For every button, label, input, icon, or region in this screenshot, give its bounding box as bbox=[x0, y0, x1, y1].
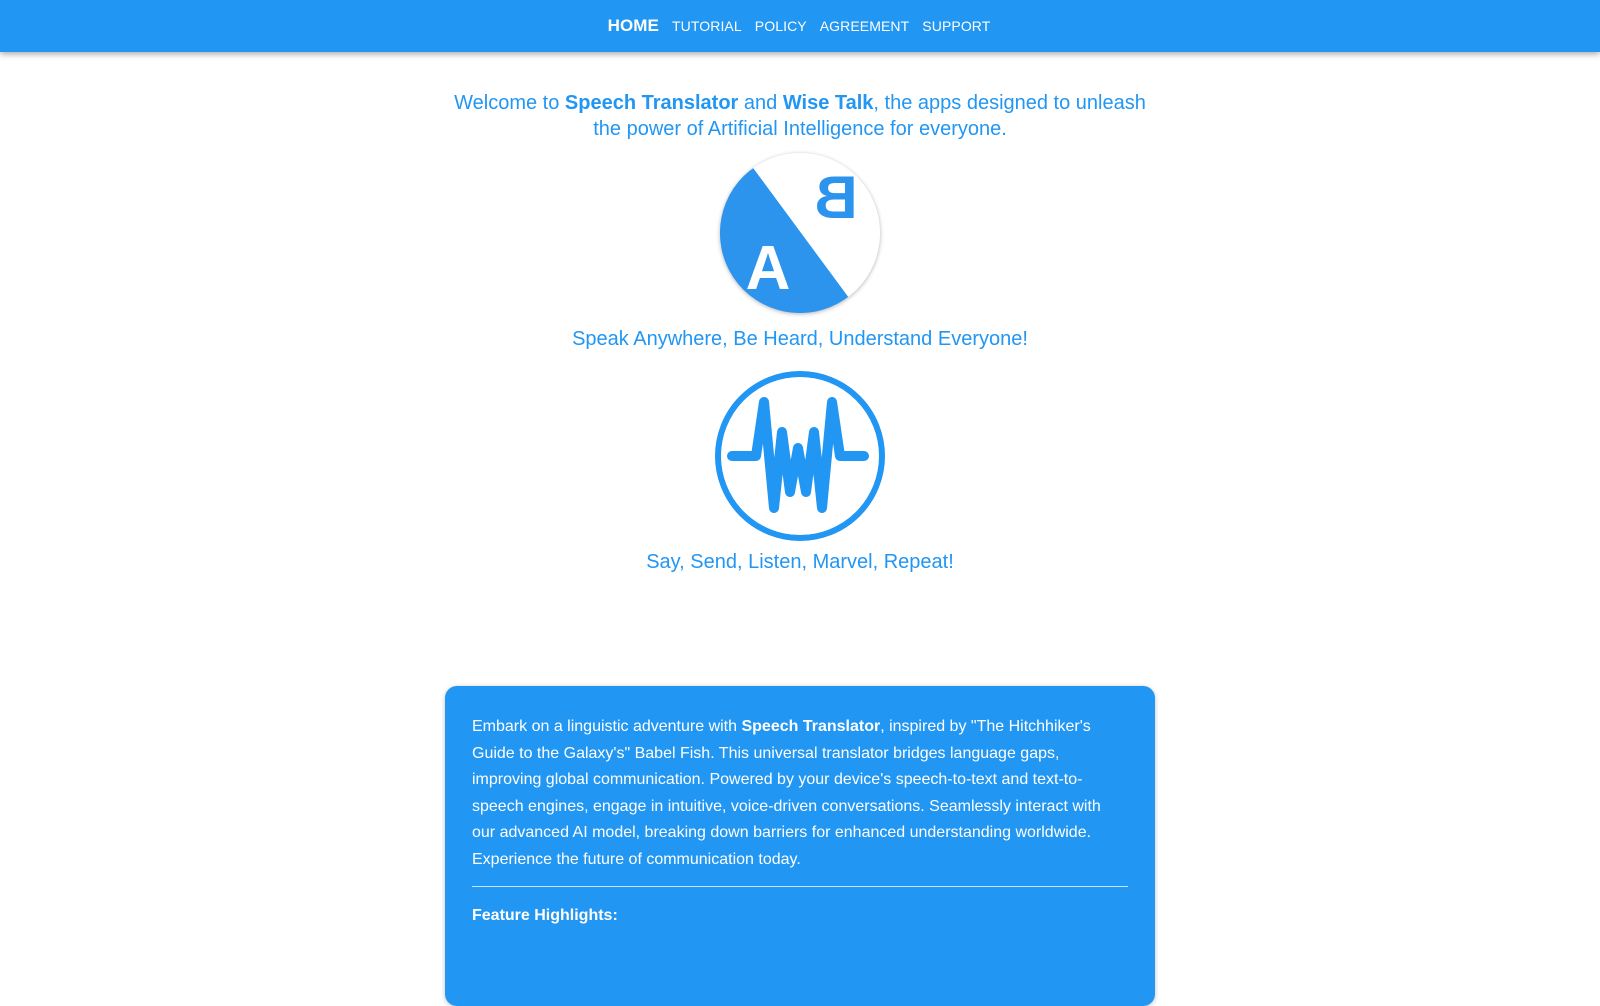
card-divider bbox=[472, 886, 1128, 887]
tagline-say-send: Say, Send, Listen, Marvel, Repeat! bbox=[646, 551, 954, 573]
intro-paragraph bbox=[472, 714, 1128, 873]
svg-text:A: A bbox=[745, 234, 791, 303]
nav-links bbox=[601, 0, 997, 52]
app-name-wise-talk: Wise Talk bbox=[782, 92, 874, 114]
feature-highlights-heading: Feature Highlights: bbox=[472, 907, 618, 924]
svg-text:B: B bbox=[814, 164, 858, 231]
nav-tutorial[interactable]: TUTORIAL bbox=[671, 18, 742, 34]
nav-home[interactable]: HOME bbox=[607, 16, 659, 35]
tagline-speak-anywhere: Speak Anywhere, Be Heard, Understand Everyone! bbox=[572, 328, 1028, 350]
welcome-suffix: , the apps designed to unleash bbox=[873, 92, 1146, 114]
nav-support[interactable]: SUPPORT bbox=[922, 18, 991, 34]
nav-policy[interactable]: POLICY bbox=[754, 18, 807, 34]
intro-card bbox=[445, 686, 1155, 1006]
app-name-speech-translator: Speech Translator bbox=[564, 92, 739, 114]
intro-app-name: Speech Translator bbox=[741, 718, 881, 735]
welcome-prefix: Welcome to bbox=[454, 92, 565, 114]
welcome-text bbox=[0, 90, 1600, 142]
welcome-mid: and bbox=[738, 92, 783, 114]
top-navbar bbox=[0, 0, 1600, 52]
welcome-line2: the power of Artificial Intelligence for everyone. bbox=[593, 118, 1007, 140]
intro-suffix: , inspired by "The Hitchhiker's Guide to the Galaxy's" Babel Fish. This universal translator bridges language gaps, improving global communication. Powered by your device's speech-to-text and text-to-speech engines, engage in intuitive, voice-driven conversations. Seamlessly interact with our advanced AI model, breaking down barriers for enhanced understanding worldwide. Experience the future of communication today. bbox=[472, 718, 1101, 868]
translate-ab-icon bbox=[720, 153, 880, 313]
nav-agreement[interactable]: AGREEMENT bbox=[819, 18, 910, 34]
soundwave-icon bbox=[712, 368, 888, 544]
intro-prefix: Embark on a linguistic adventure with bbox=[472, 718, 742, 735]
